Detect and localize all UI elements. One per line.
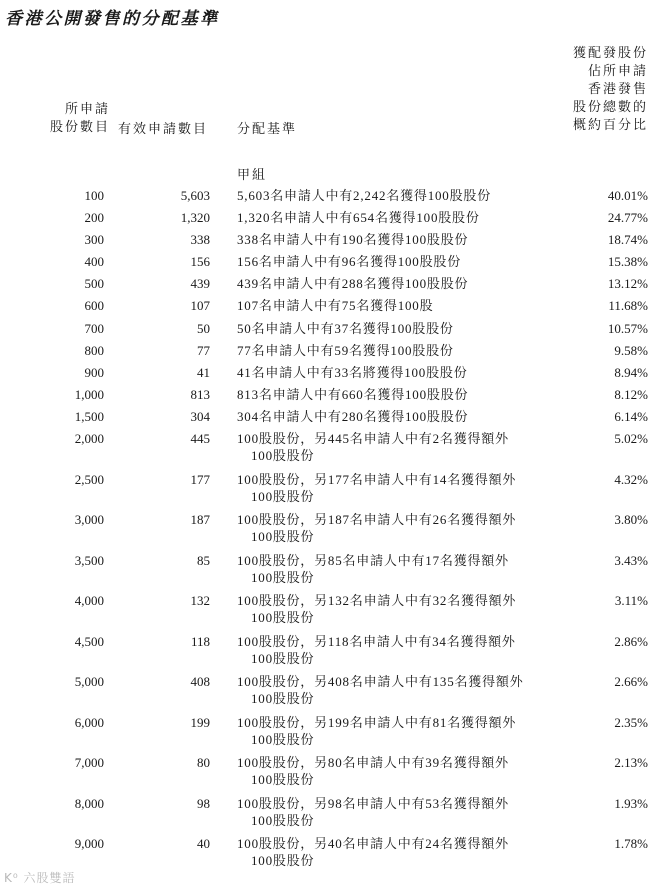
cell-shares-applied: 3,500 xyxy=(74,552,104,568)
cell-valid-applications: 40 xyxy=(197,836,210,852)
cell-percentage: 2.86% xyxy=(614,633,648,649)
cell-shares-applied: 800 xyxy=(84,342,104,358)
cell-valid-applications: 338 xyxy=(190,232,210,248)
cell-shares-applied: 1,500 xyxy=(74,408,104,424)
group-label: 甲組 xyxy=(237,167,268,182)
table-row xyxy=(0,471,658,512)
cell-valid-applications: 77 xyxy=(197,342,210,358)
cell-valid-applications: 156 xyxy=(190,254,210,270)
basis-line: 100股股份 xyxy=(251,610,315,626)
basis-line: 100股股份 xyxy=(251,853,315,869)
cell-shares-applied: 700 xyxy=(84,320,104,336)
cell-basis-of-allocation xyxy=(237,754,557,788)
basis-line: 100股股份 xyxy=(251,569,315,585)
cell-basis-of-allocation xyxy=(237,231,557,248)
cell-basis-of-allocation xyxy=(237,795,557,829)
cell-shares-applied: 3,000 xyxy=(74,512,104,528)
cell-valid-applications: 445 xyxy=(190,431,210,447)
cell-basis-of-allocation xyxy=(237,320,557,337)
cell-basis-of-allocation xyxy=(237,835,557,869)
cell-basis-of-allocation xyxy=(237,408,557,425)
cell-percentage: 3.80% xyxy=(614,512,648,528)
cell-basis-of-allocation xyxy=(237,552,557,586)
table-row xyxy=(0,408,658,430)
cell-valid-applications: 80 xyxy=(197,755,210,771)
cell-shares-applied: 300 xyxy=(84,232,104,248)
header-shares-applied-line: 股份數目 xyxy=(49,119,110,134)
cell-valid-applications: 5,603 xyxy=(180,188,210,203)
table-row xyxy=(0,342,658,364)
cell-percentage: 2.13% xyxy=(614,755,648,771)
cell-percentage: 15.38% xyxy=(607,254,648,270)
cell-percentage: 5.02% xyxy=(614,431,648,447)
table-row xyxy=(0,275,658,297)
cell-shares-applied: 200 xyxy=(84,210,104,226)
basis-line: 100股股份，另199名申請人中有81名獲得額外 xyxy=(237,714,517,730)
cell-valid-applications: 107 xyxy=(190,298,210,314)
cell-percentage: 3.43% xyxy=(614,552,648,568)
table-row xyxy=(0,511,658,552)
basis-line: 439名申請人中有288名獲得100股股份 xyxy=(237,276,469,292)
header-shares-applied xyxy=(40,100,110,136)
basis-line: 100股股份 xyxy=(251,529,315,545)
cell-percentage: 9.58% xyxy=(614,342,648,358)
cell-basis-of-allocation xyxy=(237,342,557,359)
basis-line: 100股股份 xyxy=(251,448,315,464)
basis-line: 77名申請人中有59名獲得100股股份 xyxy=(237,342,454,358)
basis-line: 100股股份 xyxy=(251,488,315,504)
table-row xyxy=(0,835,658,876)
cell-percentage: 8.94% xyxy=(614,364,648,380)
basis-line: 50名申請人中有37名獲得100股股份 xyxy=(237,320,454,336)
cell-basis-of-allocation xyxy=(237,364,557,381)
cell-percentage: 40.01% xyxy=(607,188,648,203)
cell-percentage: 3.11% xyxy=(614,593,648,609)
cell-basis-of-allocation xyxy=(237,511,557,545)
header-percentage-line: 香港發售 xyxy=(587,81,648,96)
cell-valid-applications: 439 xyxy=(190,276,210,292)
basis-line: 100股股份，另177名申請人中有14名獲得額外 xyxy=(237,471,517,487)
header-valid-applications: 有效申請數目 xyxy=(118,121,209,136)
cell-shares-applied: 4,500 xyxy=(74,633,104,649)
cell-percentage: 24.77% xyxy=(607,210,648,226)
cell-shares-applied: 500 xyxy=(84,276,104,292)
cell-shares-applied: 600 xyxy=(84,298,104,314)
table-row xyxy=(0,320,658,342)
cell-valid-applications: 118 xyxy=(190,633,210,649)
table-row xyxy=(0,633,658,674)
cell-basis-of-allocation xyxy=(237,673,557,707)
cell-shares-applied: 9,000 xyxy=(74,836,104,852)
basis-line: 100股股份 xyxy=(251,731,315,747)
table-row xyxy=(0,673,658,714)
cell-percentage: 13.12% xyxy=(607,276,648,292)
cell-shares-applied: 100 xyxy=(84,188,104,203)
cell-valid-applications: 41 xyxy=(197,364,210,380)
basis-line: 100股股份 xyxy=(251,812,315,828)
basis-line: 41名申請人中有33名將獲得100股股份 xyxy=(237,364,468,380)
cell-basis-of-allocation xyxy=(237,297,557,314)
table-row xyxy=(0,297,658,319)
table-row xyxy=(0,795,658,836)
basis-line: 338名申請人中有190名獲得100股股份 xyxy=(237,232,469,248)
cell-percentage: 18.74% xyxy=(607,232,648,248)
cell-basis-of-allocation xyxy=(237,253,557,270)
table-row xyxy=(0,386,658,408)
cell-basis-of-allocation xyxy=(237,209,557,226)
cell-shares-applied: 6,000 xyxy=(74,714,104,730)
table-row xyxy=(0,231,658,253)
table-row xyxy=(0,209,658,231)
cell-basis-of-allocation xyxy=(237,187,557,204)
header-shares-applied-line: 所申請 xyxy=(64,101,110,116)
table-row xyxy=(0,187,658,209)
page-title: 香港公開發售的分配基準 xyxy=(5,9,220,28)
basis-line: 100股股份，另445名申請人中有2名獲得額外 xyxy=(237,431,509,447)
cell-shares-applied: 4,000 xyxy=(74,593,104,609)
header-percentage-line: 佔所申請 xyxy=(587,63,648,78)
basis-line: 100股股份 xyxy=(251,772,315,788)
basis-line: 107名申請人中有75名獲得100股 xyxy=(237,298,434,314)
header-percentage-line: 股份總數的 xyxy=(572,99,648,114)
cell-basis-of-allocation xyxy=(237,430,557,464)
cell-valid-applications: 50 xyxy=(197,320,210,336)
cell-valid-applications: 85 xyxy=(197,552,210,568)
header-basis-of-allocation: 分配基準 xyxy=(237,121,298,136)
basis-line: 813名申請人中有660名獲得100股股份 xyxy=(237,386,469,402)
basis-line: 100股股份 xyxy=(251,691,315,707)
header-percentage-line: 概約百分比 xyxy=(572,117,648,132)
cell-shares-applied: 8,000 xyxy=(74,795,104,811)
header-percentage-line: 獲配發股份 xyxy=(572,45,648,60)
cell-valid-applications: 177 xyxy=(190,471,210,487)
cell-basis-of-allocation xyxy=(237,275,557,292)
cell-percentage: 11.68% xyxy=(608,298,648,314)
basis-line: 1,320名申請人中有654名獲得100股股份 xyxy=(237,210,480,226)
basis-line: 100股股份 xyxy=(251,650,315,666)
cell-valid-applications: 98 xyxy=(197,795,210,811)
cell-percentage: 6.14% xyxy=(614,408,648,424)
basis-line: 100股股份，另132名申請人中有32名獲得額外 xyxy=(237,593,517,609)
basis-line: 100股股份，另98名申請人中有53名獲得額外 xyxy=(237,795,509,811)
cell-valid-applications: 199 xyxy=(190,714,210,730)
cell-shares-applied: 7,000 xyxy=(74,755,104,771)
cell-shares-applied: 400 xyxy=(84,254,104,270)
cell-valid-applications: 813 xyxy=(190,386,210,402)
cell-valid-applications: 304 xyxy=(190,408,210,424)
cell-valid-applications: 187 xyxy=(190,512,210,528)
cell-percentage: 8.12% xyxy=(614,386,648,402)
cell-shares-applied: 900 xyxy=(84,364,104,380)
cell-percentage: 1.78% xyxy=(614,836,648,852)
basis-line: 100股股份，另408名申請人中有135名獲得額外 xyxy=(237,674,524,690)
basis-line: 100股股份，另85名申請人中有17名獲得額外 xyxy=(237,552,509,568)
basis-line: 304名申請人中有280名獲得100股股份 xyxy=(237,408,469,424)
table-row xyxy=(0,364,658,386)
cell-basis-of-allocation xyxy=(237,714,557,748)
table-row xyxy=(0,253,658,275)
cell-percentage: 4.32% xyxy=(614,471,648,487)
basis-line: 100股股份，另118名申請人中有34名獲得額外 xyxy=(237,633,516,649)
basis-line: 100股股份，另80名申請人中有39名獲得額外 xyxy=(237,755,509,771)
table-row xyxy=(0,552,658,593)
basis-line: 100股股份，另40名申請人中有24名獲得額外 xyxy=(237,836,509,852)
basis-line: 100股股份，另187名申請人中有26名獲得額外 xyxy=(237,512,517,528)
cell-basis-of-allocation xyxy=(237,633,557,667)
cell-percentage: 2.35% xyxy=(614,714,648,730)
cell-shares-applied: 2,500 xyxy=(74,471,104,487)
cell-valid-applications: 408 xyxy=(190,674,210,690)
header-approx-percentage xyxy=(573,44,648,134)
cell-shares-applied: 5,000 xyxy=(74,674,104,690)
table-row xyxy=(0,714,658,755)
cell-basis-of-allocation xyxy=(237,471,557,505)
cell-shares-applied: 2,000 xyxy=(74,431,104,447)
cell-valid-applications: 1,320 xyxy=(180,210,210,226)
cell-basis-of-allocation xyxy=(237,592,557,626)
basis-line: 156名申請人中有96名獲得100股股份 xyxy=(237,254,461,270)
watermark: K⁰ 六股雙語 xyxy=(4,871,76,885)
cell-basis-of-allocation xyxy=(237,386,557,403)
cell-valid-applications: 132 xyxy=(190,593,210,609)
table-row xyxy=(0,430,658,471)
basis-line: 5,603名申請人中有2,242名獲得100股股份 xyxy=(237,188,491,203)
cell-percentage: 10.57% xyxy=(607,320,648,336)
table-row xyxy=(0,592,658,633)
cell-percentage: 2.66% xyxy=(614,674,648,690)
table-row xyxy=(0,754,658,795)
cell-percentage: 1.93% xyxy=(614,795,648,811)
cell-shares-applied: 1,000 xyxy=(74,386,104,402)
allocation-table xyxy=(0,187,658,876)
